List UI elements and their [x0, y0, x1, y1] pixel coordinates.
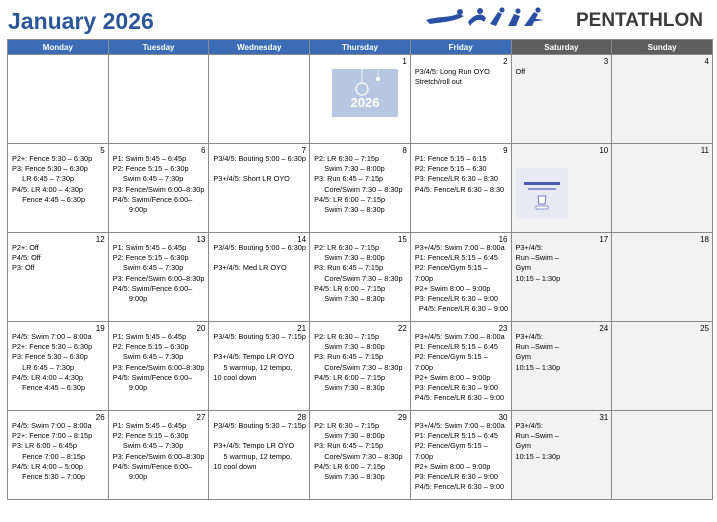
schedule-line: P3: Run 6:45 – 7:15p [314, 174, 384, 184]
day-number: 26 [95, 413, 105, 422]
schedule-entries [314, 332, 408, 393]
schedule-line: P1: Fence/LR 5:15 – 6:45 [414, 342, 498, 352]
day-cell[interactable] [8, 411, 109, 500]
schedule-line: P4/5: LR 6:00 – 7:15p [314, 194, 386, 204]
day-number: 13 [196, 235, 206, 244]
day-cell[interactable] [410, 144, 511, 233]
schedule-line: P3+/4/5: Swim 7:00 – 8:00a [414, 243, 505, 252]
schedule-line: P4/5: Fence/LR 6:30 – 9:00 [414, 482, 505, 492]
schedule-entries [516, 67, 610, 77]
day-cell[interactable] [310, 55, 411, 144]
day-number: 15 [397, 235, 407, 244]
schedule-line: P2: LR 6:30 – 7:15p [314, 154, 380, 163]
schedule-line [213, 164, 307, 174]
day-number: 24 [599, 324, 609, 333]
day-number: 10 [599, 146, 609, 155]
day-cell[interactable] [310, 233, 411, 322]
schedule-line: Swim 6:45 – 7:30p [112, 174, 184, 184]
pentathlon-athletes-logo-icon [424, 6, 550, 30]
schedule-line [213, 431, 307, 441]
schedule-line: P2+: Fence 7:00 – 8:15p [12, 431, 93, 441]
schedule-line: Swim 6:45 – 7:30p [112, 352, 184, 362]
schedule-line: P4/5: LR 6:00 – 7:15p [314, 283, 386, 293]
schedule-line: P3/4/5: Long Run OYO [414, 67, 490, 76]
schedule-line: Stretch/roll out [414, 77, 462, 87]
schedule-entries [113, 332, 207, 393]
schedule-entries [113, 243, 207, 304]
schedule-line: Swim 7:30 – 8:30p [314, 383, 385, 393]
schedule-line: 9:00p [112, 472, 148, 482]
schedule-line: P3+/4/5: Short LR OYO [213, 174, 290, 184]
schedule-line: P2+ Swim 8:00 – 9:00p [414, 461, 491, 471]
day-number: 20 [196, 324, 206, 333]
schedule-line: P3+/4/5: Tempo LR OYO [213, 352, 295, 362]
schedule-line: P4/5: Swim/Fence 6:00– [112, 372, 193, 382]
schedule-line: P4/5: Fence/LR 6:30 – 9:00 [414, 393, 505, 403]
day-number: 30 [498, 413, 508, 422]
day-cell[interactable] [108, 411, 209, 500]
schedule-line: LR 6:45 – 7:30p [12, 174, 75, 184]
image-year-text: 2026 [350, 95, 380, 110]
schedule-entries [213, 154, 307, 185]
schedule-line: P1: Swim 5:45 – 6:45p [112, 243, 187, 252]
weekday-header: Thursday [310, 40, 411, 55]
schedule-line: P3+/4/5: Tempo LR OYO [213, 441, 295, 451]
schedule-line: 5 warmup, 12 tempo, [213, 362, 293, 372]
schedule-entries [12, 154, 106, 205]
day-number: 23 [498, 324, 508, 333]
schedule-line: P3: Fence/Swim 6:00–8:30p [112, 273, 205, 283]
schedule-line: P2: Fence/Gym 5:15 – [414, 263, 488, 273]
schedule-line: 7:00p [414, 273, 434, 283]
weekday-header: Tuesday [108, 40, 209, 55]
day-cell[interactable] [511, 144, 612, 233]
schedule-entries [516, 332, 610, 373]
day-cell[interactable] [310, 322, 411, 411]
weekday-header: Wednesday [209, 40, 310, 55]
calendar-grid [7, 39, 713, 500]
schedule-line: 10 cool down [213, 461, 257, 471]
schedule-line: P1: Swim 5:45 – 6:45p [112, 154, 187, 163]
schedule-line: Core/Swim 7:30 – 8:30p [314, 362, 403, 372]
schedule-line: 10:15 – 1:30p [515, 451, 561, 461]
schedule-line: P4/5: Swim/Fence 6:00– [112, 461, 193, 471]
schedule-line: P3/4/5: Bouting 5:30 – 7:15p [213, 332, 306, 341]
schedule-line: P3+/4/5: [515, 332, 543, 341]
day-cell[interactable] [209, 55, 310, 144]
schedule-line [213, 342, 307, 352]
schedule-line: P3+/4/5: Swim 7:00 – 8:00a [414, 332, 505, 341]
schedule-entries [213, 421, 307, 472]
schedule-entries [516, 421, 610, 462]
calendar-title: January 2026 [8, 8, 154, 34]
schedule-line: Swim 7:30 – 8:30p [314, 205, 385, 215]
day-number: 29 [397, 413, 407, 422]
day-number: 22 [397, 324, 407, 333]
schedule-line: Swim 6:45 – 7:30p [112, 441, 184, 451]
schedule-line: P1: Fence/LR 5:15 – 6:45 [414, 253, 498, 263]
schedule-entries [415, 332, 509, 403]
schedule-line: P2: Fence 5:15 – 6:30p [112, 253, 189, 263]
schedule-entries [415, 67, 509, 87]
schedule-line: Run –Swim – [515, 342, 559, 352]
schedule-entries [516, 243, 610, 284]
schedule-line: 7:00p [414, 451, 434, 461]
schedule-line: P3: Off [12, 263, 35, 273]
day-cell[interactable] [612, 411, 713, 500]
schedule-entries [12, 332, 106, 393]
day-number: 27 [196, 413, 206, 422]
schedule-line: P1: Fence/LR 5:15 – 6:45 [414, 431, 498, 441]
week-row [8, 144, 713, 233]
day-cell[interactable] [511, 322, 612, 411]
schedule-line: P3+/4/5: Swim 7:00 – 8:00a [414, 421, 505, 430]
weekday-header: Saturday [511, 40, 612, 55]
schedule-line: P3: Fence 5:30 – 6:30p [12, 164, 88, 174]
schedule-line: Fence 7:00 – 8:15p [12, 451, 86, 461]
day-cell[interactable] [108, 55, 209, 144]
schedule-line: P3: Fence/LR 6:30 – 9:00 [414, 383, 498, 393]
schedule-line: P4/5: LR 6:00 – 7:15p [314, 372, 386, 382]
schedule-line: P3/4/5: Bouting 5:30 – 7:15p [213, 421, 306, 430]
schedule-line: Off [515, 67, 526, 76]
schedule-line: Swim 7:30 – 8:00p [314, 164, 385, 174]
day-cell[interactable] [410, 411, 511, 500]
schedule-line: P3+/4/5: [515, 421, 543, 430]
schedule-line: P2: Fence 5:15 – 6:30p [112, 342, 189, 352]
schedule-line: P2: Fence 5:15 – 6:30p [112, 431, 189, 441]
day-number: 17 [599, 235, 609, 244]
schedule-line: P4/5: LR 4:00 – 4:30p [12, 184, 83, 194]
schedule-line: Gym [515, 352, 531, 362]
schedule-line: Core/Swim 7:30 – 8:30p [314, 184, 403, 194]
schedule-line: P3: Fence/Swim 6:00–8:30p [112, 184, 205, 194]
schedule-line: P2: Fence 5:15 – 6:30p [112, 164, 189, 174]
schedule-line: 10 cool down [213, 372, 257, 382]
schedule-line: P2+: Fence 5:30 – 6:30p [12, 342, 93, 352]
schedule-line: LR 6:45 – 7:30p [12, 362, 75, 372]
day-cell[interactable] [612, 55, 713, 144]
schedule-line: Run –Swim – [515, 431, 559, 441]
day-cell[interactable] [209, 144, 310, 233]
day-number: 9 [503, 146, 508, 155]
day-number: 7 [301, 146, 307, 155]
weekday-header: Monday [8, 40, 109, 55]
schedule-line: P4/5: Swim/Fence 6:00– [112, 194, 193, 204]
schedule-line: P1: Swim 5:45 – 6:45p [112, 421, 187, 430]
day-cell[interactable] [410, 55, 511, 144]
day-cell[interactable] [108, 233, 209, 322]
schedule-line: P3+/4/5: [515, 243, 543, 252]
schedule-line: Gym [515, 263, 531, 273]
schedule-line: P3: Run 6:45 – 7:15p [314, 263, 384, 273]
schedule-line: 10:15 – 1:30p [515, 273, 561, 283]
schedule-line: P4/5: LR 4:00 – 4:30p [12, 372, 83, 382]
week-row [8, 411, 713, 500]
schedule-entries [213, 332, 307, 383]
schedule-line: Run –Swim – [515, 253, 559, 263]
day-number: 21 [297, 324, 307, 333]
schedule-line: P3: Fence/Swim 6:00–8:30p [112, 451, 205, 461]
schedule-line: Swim 7:30 – 8:00p [314, 431, 385, 441]
day-cell[interactable] [209, 233, 310, 322]
schedule-entries [314, 154, 408, 215]
schedule-line: 9:00p [112, 205, 148, 215]
schedule-line: P2: Fence/Gym 5:15 – [414, 441, 488, 451]
brand-name: PENTATHLON [575, 10, 703, 31]
schedule-line: Fence 4:45 – 6:30p [12, 383, 86, 393]
day-number: 19 [95, 324, 105, 333]
schedule-line: Swim 6:45 – 7:30p [112, 263, 184, 273]
day-number: 12 [95, 235, 105, 244]
day-number: 18 [700, 235, 709, 244]
day-cell[interactable] [612, 322, 713, 411]
day-cell[interactable] [108, 322, 209, 411]
schedule-entries [415, 421, 509, 492]
schedule-line: P4/5: Swim/Fence 6:00– [112, 283, 193, 293]
day-cell[interactable] [8, 55, 109, 144]
schedule-line: P2: Fence 5:15 – 6:30 [414, 164, 487, 174]
schedule-line: 9:00p [112, 383, 148, 393]
day-cell[interactable] [310, 144, 411, 233]
day-number: 11 [700, 146, 709, 155]
schedule-line: Fence 4:45 – 6:30p [12, 194, 86, 204]
schedule-line: P2+ Swim 8:00 – 9:00p [414, 372, 491, 382]
schedule-line: P3/4/5: Bouting 5:00 – 6:30p [213, 154, 306, 163]
schedule-line: 9:00p [112, 294, 148, 304]
schedule-line: Fence 5:30 – 7:00p [12, 472, 86, 482]
day-cell[interactable] [8, 144, 109, 233]
schedule-entries [12, 421, 106, 482]
schedule-entries [415, 243, 509, 314]
day-number: 1 [402, 57, 407, 66]
schedule-line: Core/Swim 7:30 – 8:30p [314, 451, 403, 461]
day-cell[interactable] [8, 322, 109, 411]
schedule-line: P4/5: LR 4:00 – 5:00p [12, 461, 83, 471]
schedule-line: 10:15 – 1:30p [515, 362, 561, 372]
day-number: 4 [704, 57, 709, 66]
week-row [8, 322, 713, 411]
day-cell[interactable] [8, 233, 109, 322]
schedule-line: P2+: Off [12, 243, 39, 252]
schedule-line: P3+/4/5: Med LR OYO [213, 263, 287, 273]
trophy-event-image [516, 168, 568, 218]
schedule-line: P3: Run 6:45 – 7:15p [314, 441, 384, 451]
day-number: 16 [498, 235, 508, 244]
schedule-line: Swim 7:30 – 8:00p [314, 342, 385, 352]
day-cell[interactable] [310, 411, 411, 500]
schedule-entries [213, 243, 307, 274]
schedule-line: 7:00p [414, 362, 434, 372]
schedule-entries [415, 154, 509, 195]
schedule-line: P4/5: Fence/LR 6:30 – 9:00 [414, 304, 509, 314]
day-cell[interactable] [209, 411, 310, 500]
day-number: 8 [402, 146, 407, 155]
schedule-line: 5 warmup, 12 tempo, [213, 451, 293, 461]
weekday-header: Friday [410, 40, 511, 55]
schedule-line: P3: Fence/LR 6:30 – 8:30 [414, 174, 498, 184]
schedule-line: P4/5: Swim 7:00 – 8:00a [12, 421, 92, 430]
day-number: 25 [700, 324, 709, 333]
weekday-header-row [8, 40, 713, 55]
schedule-line: P3: LR 6:00 – 6:45p [12, 441, 77, 451]
day-cell[interactable] [410, 322, 511, 411]
schedule-line: P2+: Fence 5:30 – 6:30p [12, 154, 93, 163]
schedule-entries [113, 421, 207, 482]
2026-ornament-image [332, 69, 398, 117]
schedule-line: P1: Fence 5:15 – 6:15 [414, 154, 487, 163]
day-cell[interactable] [108, 144, 209, 233]
day-cell[interactable] [511, 411, 612, 500]
schedule-entries [113, 154, 207, 215]
day-number: 28 [297, 413, 307, 422]
day-cell[interactable] [511, 233, 612, 322]
schedule-line: P3: Fence/Swim 6:00–8:30p [112, 362, 205, 372]
schedule-entries [314, 243, 408, 304]
week-row [8, 233, 713, 322]
schedule-line: P2+ Swim 8:00 – 9:00p [414, 283, 491, 293]
day-cell[interactable] [209, 322, 310, 411]
schedule-line: P2: Fence/Gym 5:15 – [414, 352, 488, 362]
schedule-line: Core/Swim 7:30 – 8:30p [314, 273, 403, 283]
day-cell[interactable] [612, 233, 713, 322]
day-number: 6 [200, 146, 206, 155]
day-cell[interactable] [410, 233, 511, 322]
schedule-line: Gym [515, 441, 531, 451]
schedule-line: Swim 7:30 – 8:00p [314, 253, 385, 263]
schedule-line: P2: LR 6:30 – 7:15p [314, 332, 380, 341]
schedule-line: P1: Swim 5:45 – 6:45p [112, 332, 187, 341]
day-number: 14 [297, 235, 307, 244]
schedule-line: P4/5: Off [12, 253, 41, 263]
schedule-entries [314, 421, 408, 482]
schedule-line: P2: LR 6:30 – 7:15p [314, 243, 380, 252]
schedule-line: P3: Run 6:45 – 7:15p [314, 352, 384, 362]
schedule-line: P3/4/5: Bouting 5:00 – 6:30p [213, 243, 306, 252]
schedule-line: P3: Fence/LR 6:30 – 9:00 [414, 294, 498, 304]
day-number: 5 [100, 146, 105, 155]
day-number: 3 [603, 57, 609, 66]
day-number: 2 [503, 57, 508, 66]
weekday-header: Sunday [612, 40, 713, 55]
day-cell[interactable] [612, 144, 713, 233]
day-number: 31 [599, 413, 609, 422]
schedule-line: Swim 7:30 – 8:30p [314, 472, 385, 482]
schedule-line: P3: Fence 5:30 – 6:30p [12, 352, 88, 362]
schedule-entries [12, 243, 106, 274]
schedule-line: P4/5: Swim 7:00 – 8:00a [12, 332, 92, 341]
schedule-line: Swim 7:30 – 8:30p [314, 294, 385, 304]
schedule-line: P4/5: Fence/LR 6:30 – 8:30 [414, 184, 505, 194]
schedule-line: P3: Fence/LR 6:30 – 9:00 [414, 472, 498, 482]
schedule-line: P4/5: LR 6:00 – 7:15p [314, 461, 386, 471]
schedule-line: P2: LR 6:30 – 7:15p [314, 421, 380, 430]
schedule-line [213, 253, 307, 263]
week-row [8, 55, 713, 144]
day-cell[interactable] [511, 55, 612, 144]
